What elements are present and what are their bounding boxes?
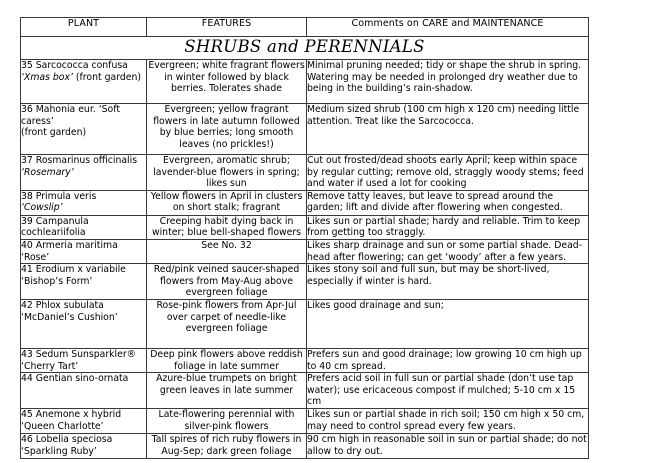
table-row [21,60,589,104]
cell-features: Evergreen, aromatic shrub; lavender-blue flowers in spring; likes sun [147,155,307,191]
cell-plant [21,190,147,215]
section-banner-row [21,37,589,60]
column-header-comments: Comments on CARE and MAINTENANCE [307,18,589,37]
column-header-plant: PLANT [21,18,147,37]
table-body [21,60,589,459]
cell-features: Late-flowering perennial with silver-pink flowers [147,408,307,433]
table-row [21,433,589,458]
cell-plant [21,433,147,458]
table-row [21,348,589,372]
plant-cultivar-line [21,116,146,128]
plant-name-line: 39 Campanula [21,215,89,227]
cell-comments: Minimal pruning needed; tidy or shape the shrub in spring. Watering may be needed in prolonged dry weather due to being in the building’s rain-shadow. [307,60,589,104]
table-row [21,264,589,300]
plant-cultivar-line [21,72,146,84]
plant-name-line: 43 Sedum Sunsparkler® [21,348,136,360]
plant-cultivar-line [21,202,146,214]
section-banner-title: SHRUBS and PERENNIALS [184,37,425,56]
plant-name-line: 45 Anemone x hybrid [21,408,122,420]
plant-cultivar-plain: ‘Sparkling Ruby’ [21,445,97,457]
plant-care-table [20,17,589,459]
cell-features: Azure-blue trumpets on bright green leaves in late summer [147,373,307,409]
cell-plant [21,264,147,300]
table-row [21,155,589,191]
cell-features: Deep pink flowers above reddish foliage in late summer [147,348,307,372]
cell-plant [21,408,147,433]
table-row [21,190,589,215]
plant-cultivar-line [21,361,146,373]
plant-name-line: 46 Lobelia speciosa [21,433,113,445]
plant-cultivar-plain: ‘Queen Charlotte’ [21,420,104,432]
cell-features: Creeping habit dying back in winter; blue bell-shaped flowers [147,215,307,239]
cell-features: See No. 32 [147,239,307,263]
cell-plant [21,60,147,104]
table-row [21,104,589,155]
cell-comments: 90 cm high in reasonable soil in sun or partial shade; do not allow to dry out. [307,433,587,457]
cell-plant [21,348,147,372]
cell-comments: Medium sized shrub (100 cm high x 120 cm) needing little attention. Treat like the Sarcococca. [307,104,589,155]
plant-cultivar-line [21,421,146,433]
table-header-row [21,18,589,37]
plant-cultivar-plain: (front garden) [72,71,141,83]
plant-cultivar-line [21,446,146,458]
plant-cultivar-line [21,252,146,264]
plant-cultivar-line [21,227,146,239]
cell-comments: Likes sharp drainage and sun or some partial shade. Dead-head after flowering; can get ‘woody’ after a few years. [307,239,589,263]
table-row [21,408,589,433]
cell-features: Red/pink veined saucer-shaped flowers from May-Aug above evergreen foliage [147,264,307,300]
cell-plant [21,373,147,409]
cell-plant [21,239,147,263]
plant-cultivar-plain: ‘McDaniel’s Cushion’ [21,311,118,323]
cell-plant [21,104,147,155]
plant-cultivar-italic: ‘Cowslip’ [21,202,63,214]
table-row [21,373,589,409]
cell-features: Evergreen; yellow fragrant flowers in late autumn followed by blue berries; long smooth leaves (no prickles!) [147,104,307,155]
cell-plant [21,299,147,348]
cell-features: Tall spires of rich ruby flowers in Aug-Sep; dark green foliage [147,433,307,458]
plant-cultivar-plain: ‘Rose’ [21,251,50,263]
plant-name-line: 37 Rosmarinus officinalis [21,155,138,166]
plant-name-line: 35 Sarcococca confusa [21,60,128,71]
plant-cultivar-line [21,167,146,179]
plant-cultivar-italic: ‘Rosemary’ [21,166,74,178]
cell-plant [21,155,147,191]
cell-comments: Cut out frosted/dead shoots early April; keep within space by regular cutting; remove old, straggly woody stems; feed and water if used a lot for cooking [307,155,589,191]
table-row [21,215,589,239]
cell-features: Rose-pink flowers from Apr-Jul over carpet of needle-like evergreen foliage [147,299,307,348]
cell-features: Yellow flowers in April in clusters on short stalk; fragrant [147,190,307,215]
cell-features: Evergreen; white fragrant flowers in winter followed by black berries. Tolerates shade [147,60,307,104]
plant-name-line: 44 Gentian sino-ornata [21,373,129,385]
cell-comments: Remove tatty leaves, but leave to spread around the garden; lift and divide after flowering when congested. [307,190,589,215]
section-banner-cell [21,37,589,60]
column-header-features: FEATURES [147,18,307,37]
plant-name-line: 38 Primula veris [21,190,97,202]
plant-name-line: 36 Mahonia eur. ‘Soft [21,104,121,115]
cell-comments: Likes stony soil and full sun, but may be short-lived, especially if winter is hard. [307,264,589,300]
cell-plant [21,215,147,239]
table-row [21,299,589,348]
table-head [21,18,589,60]
cell-comments: Prefers acid soil in full sun or partial shade (don’t use tap water); use ericaceous compost if mulched; 5-10 cm x 15 cm [307,373,589,409]
plant-cultivar-plain: ‘Cherry Tart’ [21,360,79,372]
table-row [21,239,589,263]
plant-name-line: 40 Armeria maritima [21,239,118,251]
plant-name-line: 42 Phlox subulata [21,299,104,311]
plant-cultivar-line [21,312,146,324]
cell-comments: Likes sun or partial shade in rich soil; 150 cm high x 50 cm, may need to control spread every few years. [307,408,589,433]
plant-cultivar-line [21,276,146,288]
plant-cultivar-italic: ‘Xmas box’ [21,71,73,83]
cell-comments: Likes good drainage and sun; [307,299,589,348]
plant-cultivar-plain: caress’ [21,115,54,127]
plant-name-line: 41 Erodium x variabile [21,264,126,276]
cell-comments: Likes sun or partial shade; hardy and reliable. Trim to keep from getting too straggly. [307,215,589,239]
cell-comments: Prefers sun and good drainage; low growing 10 cm high up to 40 cm spread. [307,348,589,372]
plant-cultivar-plain: ‘Bishop’s Form’ [21,275,93,287]
plant-location-line: (front garden) [21,127,87,139]
plant-cultivar-plain: cochleariifolia [21,227,86,239]
